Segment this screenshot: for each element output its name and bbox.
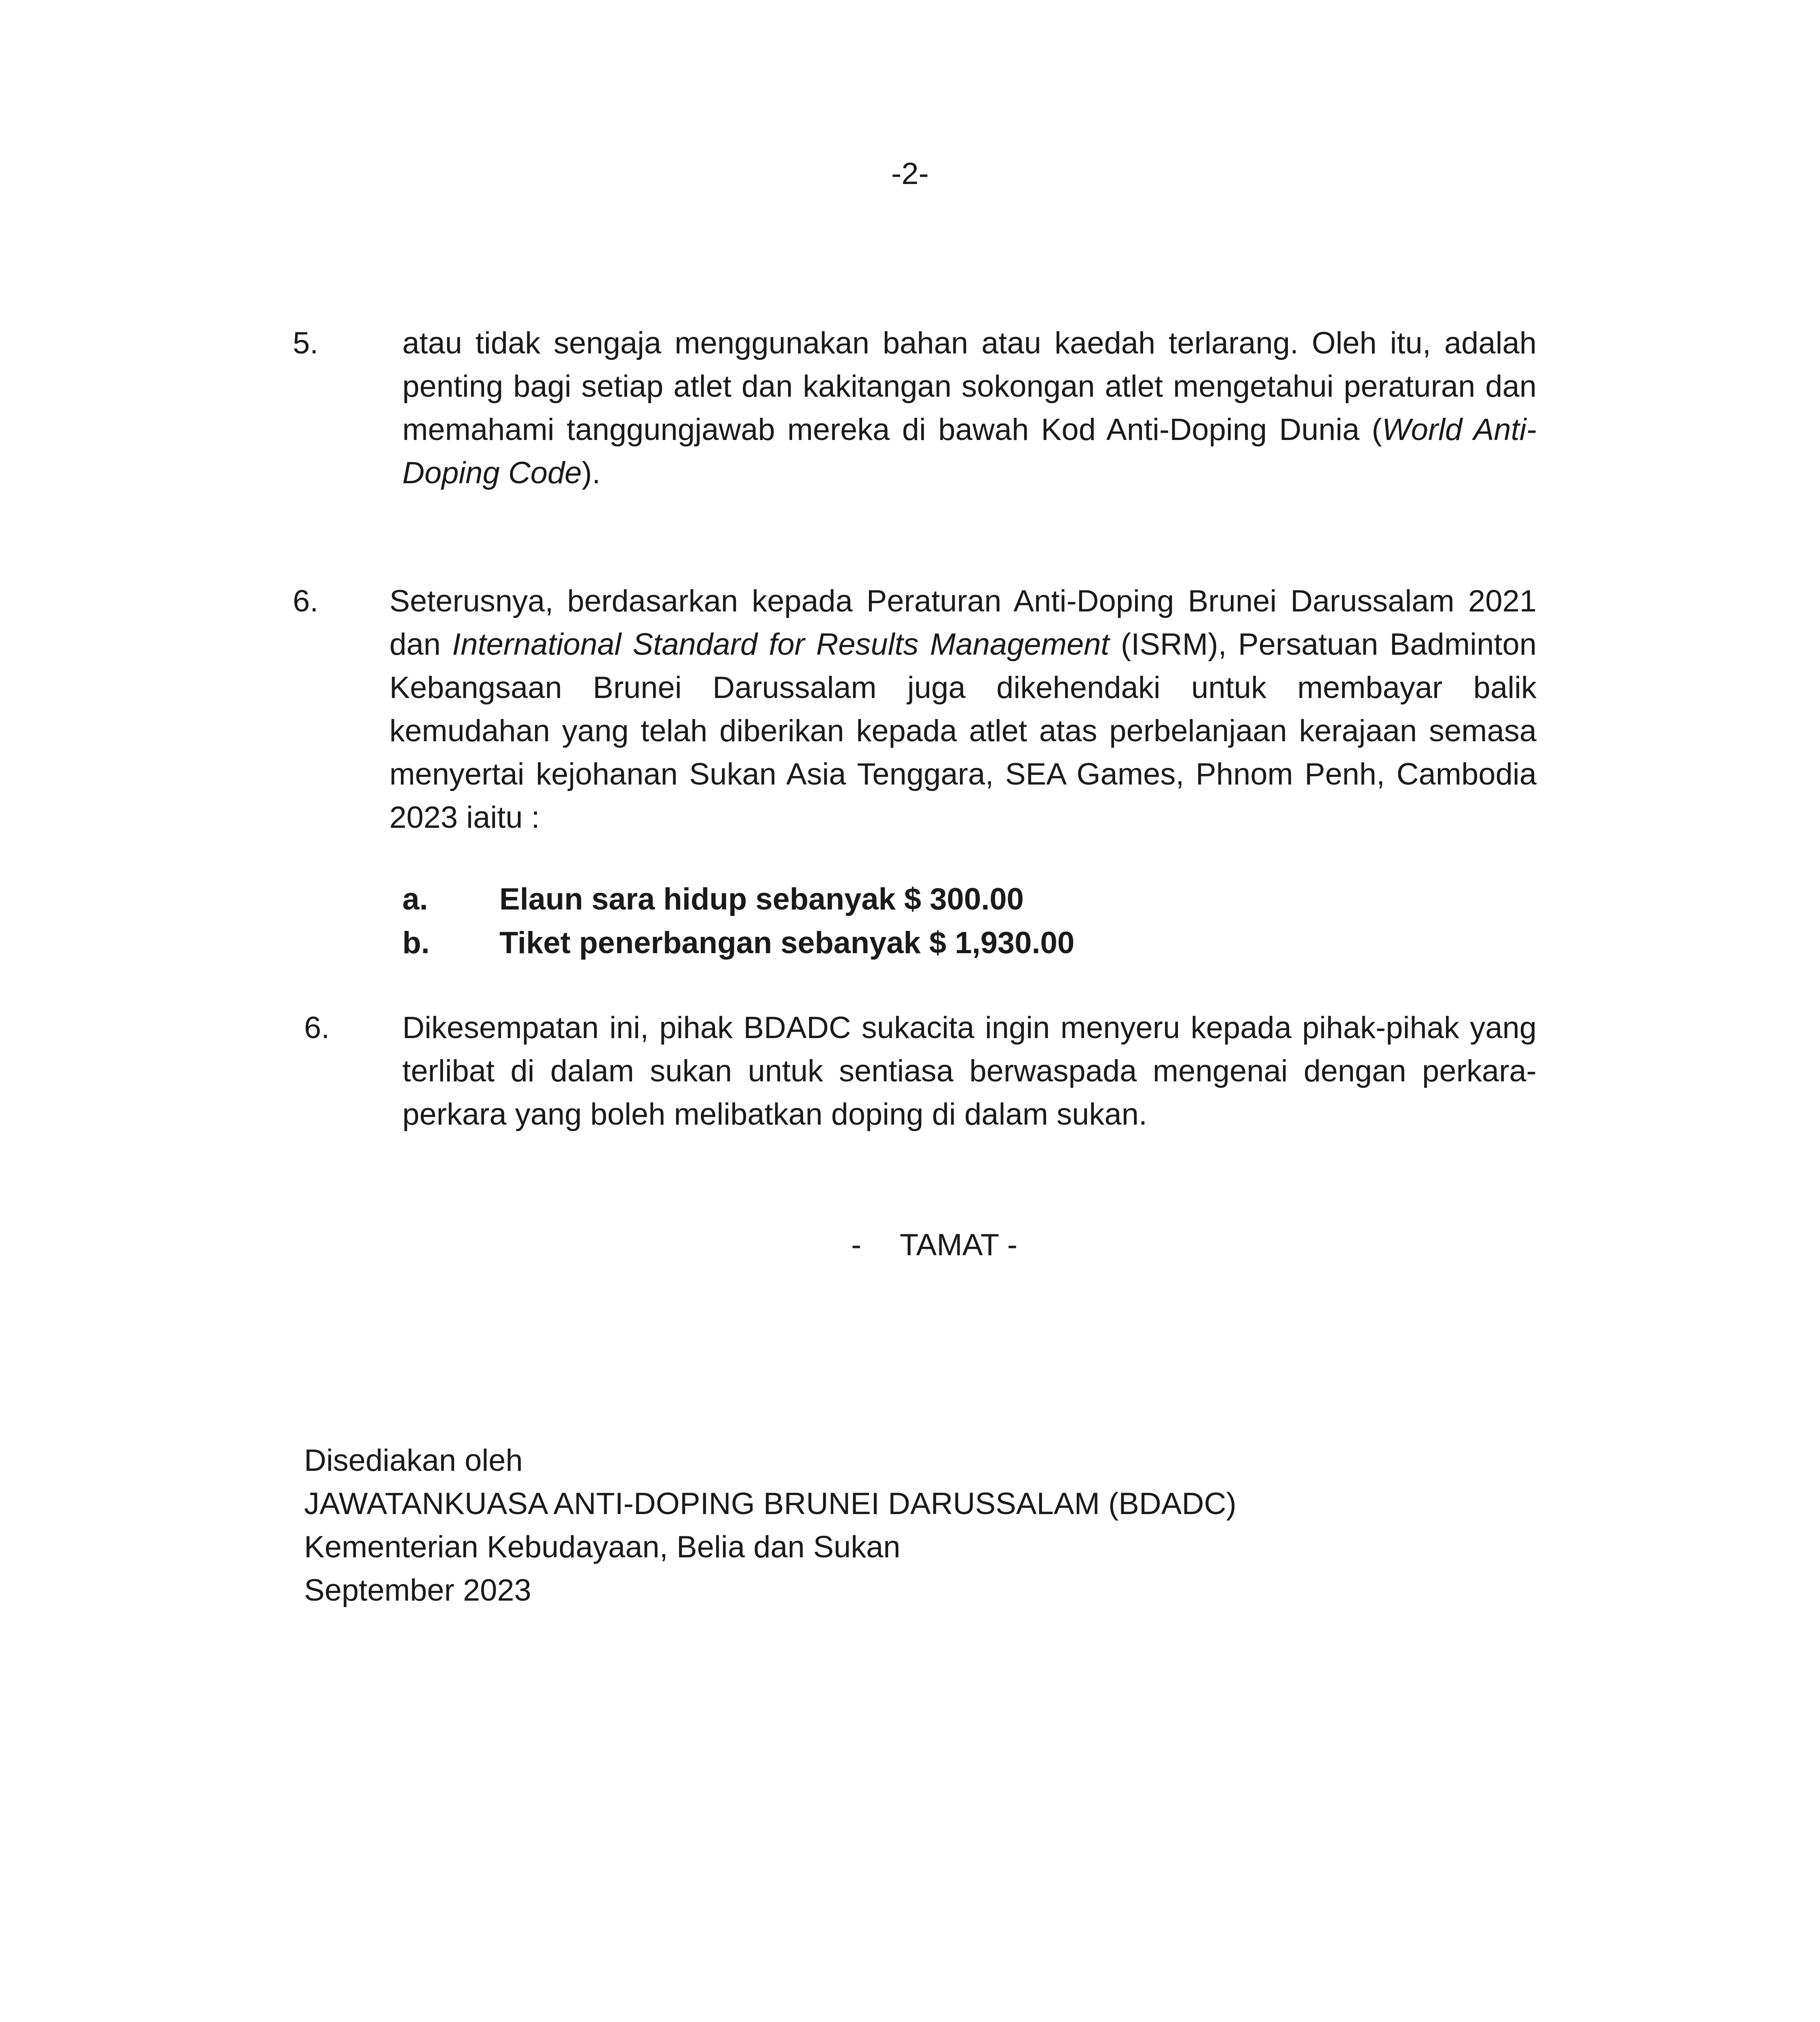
list-item: [402, 878, 1024, 921]
paragraph-5-italic: World Anti-Doping Code: [402, 412, 1537, 490]
paragraph-6a-italic: International Standard for Results Management: [452, 627, 1110, 662]
signature-block: [304, 1439, 1237, 1612]
signature-organization: JAWATANKUASA ANTI-DOPING BRUNEI DARUSSALAM (BDADC): [304, 1487, 1237, 1521]
end-marker-dash: -: [851, 1228, 862, 1262]
end-marker-text: TAMAT -: [900, 1228, 1018, 1262]
list-item: [402, 921, 1074, 964]
end-marker: [851, 1223, 1017, 1267]
paragraph-5-text: [402, 321, 1537, 495]
paragraph-6a-text-part1: Seterusnya, berdasarkan kepada Peraturan Anti-Doping Brunei Darussalam 2021 dan: [389, 584, 1537, 662]
list-item-label: a.: [402, 882, 428, 916]
page-header-marker: -2-: [891, 157, 929, 191]
list-item-text: Tiket penerbangan sebanyak $ 1,930.00: [499, 926, 1075, 960]
list-item-label: b.: [402, 926, 430, 960]
list-item-text: Elaun sara hidup sebanyak $ 300.00: [499, 882, 1024, 916]
paragraph-5-text-part2: ).: [581, 456, 601, 490]
paragraph-5-text-part1: atau tidak sengaja menggunakan bahan atau kaedah terlarang. Oleh itu, adalah penting bagi setiap atlet dan kakitangan sokongan atlet mengetahui peraturan dan memahami tanggungjawab mereka di bawah Kod Anti-Doping Dunia (: [402, 326, 1537, 447]
signature-date: September 2023: [304, 1573, 531, 1607]
signature-prepared-by: Disediakan oleh: [304, 1443, 523, 1478]
paragraph-6a-text-part2: (ISRM), Persatuan Badminton Kebangsaan Brunei Darussalam juga dikehendaki untuk membayar balik kemudahan yang telah diberikan kepada atlet atas perbelanjaan kerajaan semasa menyertai kejohanan Sukan Asia Tenggara, SEA Games, Phnom Penh, Cambodia 2023 iaitu :: [389, 627, 1537, 835]
paragraph-6a-number: 6.: [293, 584, 319, 618]
paragraph-6b-text: Dikesempatan ini, pihak BDADC sukacita ingin menyeru kepada pihak-pihak yang terlibat di dalam sukan untuk sentiasa berwaspada mengenai dengan perkara-perkara yang boleh melibatkan doping di dalam sukan.: [402, 1011, 1537, 1132]
paragraph-6b-number: 6.: [304, 1011, 330, 1045]
paragraph-5-number: 5.: [293, 326, 319, 360]
paragraph-6a-text: [389, 580, 1537, 839]
signature-ministry: Kementerian Kebudayaan, Belia dan Sukan: [304, 1530, 900, 1564]
